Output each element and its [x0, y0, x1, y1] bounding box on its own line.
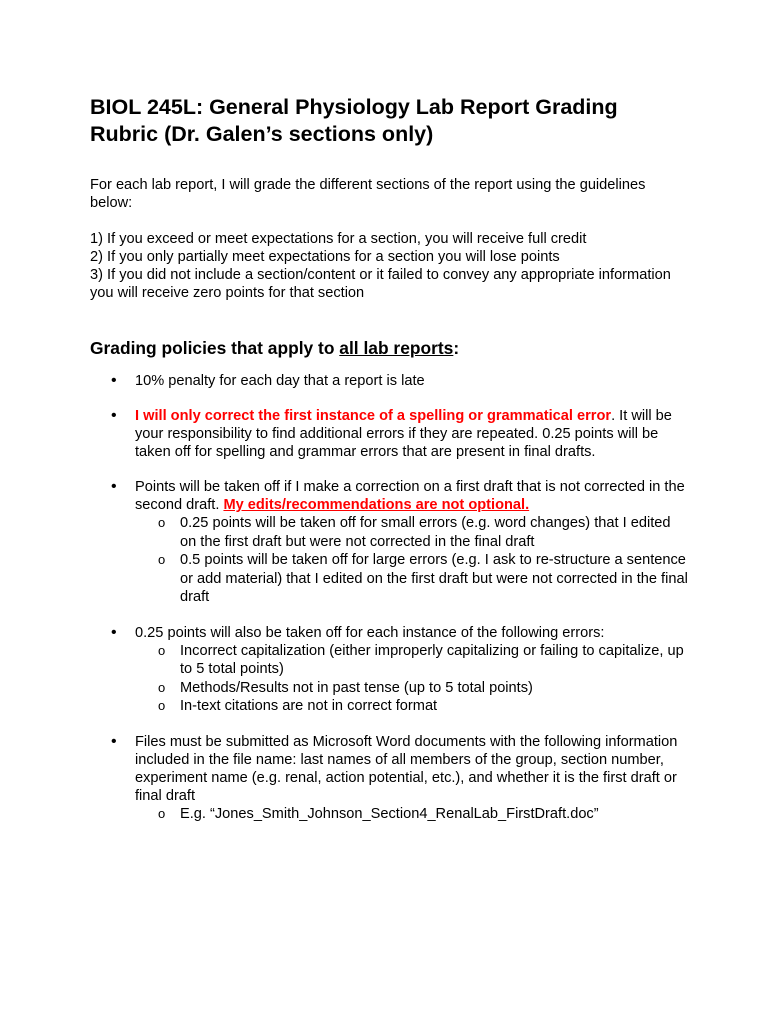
sub-list	[135, 805, 690, 824]
grading-rules-list	[90, 230, 690, 302]
bullet-icon: •	[111, 407, 117, 424]
sub-item-text: Incorrect capitalization (either improperly capitalizing or failing to capitalize, up to 5 total points)	[180, 642, 684, 677]
policies-heading-underlined: all lab reports	[339, 338, 454, 358]
sub-bullet-icon: o	[158, 698, 166, 713]
policy-emphasis: I will only correct the first instance of a spelling or grammatical error	[135, 408, 612, 424]
policies-heading-prefix: Grading policies that apply to	[90, 338, 340, 358]
sub-item	[135, 805, 690, 824]
policy-text: 10% penalty for each day that a report is late	[135, 373, 425, 389]
bullet-icon: •	[111, 732, 117, 750]
policy-item-late-penalty	[90, 372, 690, 390]
intro-paragraph	[90, 176, 690, 212]
sub-item-text: In-text citations are not in correct format	[180, 698, 438, 714]
grading-rule: 2) If you only partially meet expectations for a section you will lose points	[90, 249, 560, 265]
policy-text: . It will be your responsibility to find additional errors if they are repeated. 0.25 points will be taken off for spelling and grammar errors that are present in final drafts.	[135, 408, 672, 460]
sub-item	[135, 642, 690, 679]
sub-list	[135, 514, 690, 607]
intro-text: For each lab report, I will grade the different sections of the report using the guidelines below:	[90, 177, 646, 211]
bullet-icon: •	[111, 478, 117, 495]
grading-rule: 3) If you did not include a section/content or it failed to convey any appropriate information you will receive zero points for that section	[90, 267, 671, 301]
sub-bullet-icon: o	[158, 515, 166, 530]
policy-emphasis: My edits/recommendations are not optional.	[223, 497, 530, 513]
document-page	[90, 94, 690, 840]
sub-item-text: E.g. “Jones_Smith_Johnson_Section4_RenalLab_FirstDraft.doc”	[180, 805, 599, 822]
policy-text: 0.25 points will also be taken off for each instance of the following errors:	[135, 624, 605, 641]
policy-text: Points will be taken off if I make a correction on a first draft that is not corrected in the second draft.	[135, 479, 685, 513]
policy-text: Files must be submitted as Microsoft Word documents with the following information included in the file name: last names of all members of the group, section number, experiment name (e.g. renal, action potential, etc.), and whether it is the first draft or final draft	[135, 733, 678, 804]
policies-heading	[90, 337, 690, 359]
sub-bullet-icon: o	[158, 679, 166, 695]
sub-bullet-icon: o	[158, 552, 166, 567]
sub-item	[135, 679, 690, 698]
policy-item-errors	[90, 624, 690, 716]
sub-item	[135, 697, 690, 716]
bullet-icon: •	[111, 623, 117, 641]
sub-item-text: Methods/Results not in past tense (up to 5 total points)	[180, 679, 533, 696]
document-title: BIOL 245L: General Physiology Lab Report Grading Rubric (Dr. Galen’s sections only)	[90, 95, 618, 146]
sub-item-text: 0.25 points will be taken off for small errors (e.g. word changes) that I edited on the first draft but were not corrected in the final draft	[180, 515, 671, 550]
policy-item-corrections	[90, 478, 690, 607]
policy-item-file-naming	[90, 733, 690, 824]
sub-bullet-icon: o	[158, 642, 166, 658]
bullet-icon: •	[111, 372, 117, 389]
sub-list	[135, 642, 690, 716]
sub-item	[135, 514, 690, 551]
sub-item	[135, 551, 690, 607]
policy-item-spelling	[90, 407, 690, 461]
policies-list	[90, 372, 690, 823]
sub-bullet-icon: o	[158, 805, 166, 821]
policies-heading-suffix: :	[453, 338, 460, 358]
grading-rule: 1) If you exceed or meet expectations for a section, you will receive full credit	[90, 231, 587, 247]
sub-item-text: 0.5 points will be taken off for large errors (e.g. I ask to re-structure a sentence or add material) that I edited on the first draft but were not corrected in the final draft	[180, 552, 688, 605]
